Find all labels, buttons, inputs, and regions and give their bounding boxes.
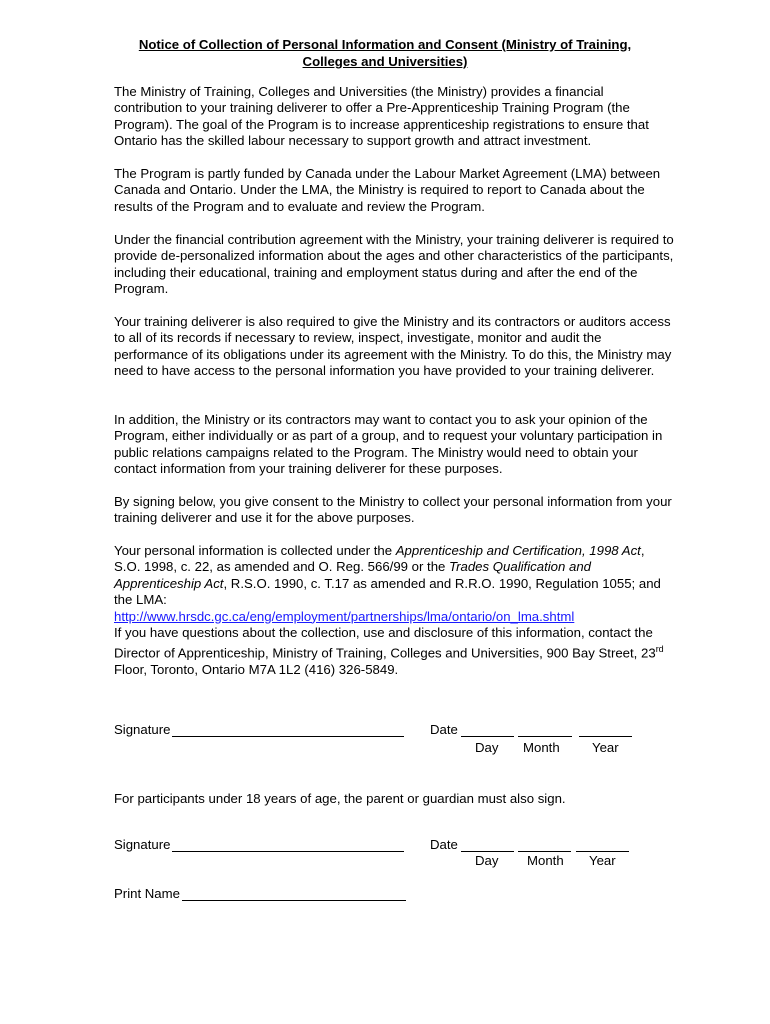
paragraph-consent: By signing below, you give consent to the Ministry to collect your personal information from your training deliverer and use it for the above purposes. [114,494,672,526]
paragraph-contact: In addition, the Ministry or its contractors may want to contact you to ask your opinion of the Program, either individually or as part of a group, and to request your voluntary participation in public relations campaigns related to the Program. The Ministry would need to obtain your contact information from your training deliverer for these purposes. [114,412,663,477]
guardian-note: For participants under 18 years of age, the parent or guardian must also sign. [114,791,566,806]
day-caption-participant: Day [475,740,499,755]
paragraph-legal-authority [114,543,674,679]
act-apprenticeship-certification: Apprenticeship and Certification, 1998 Act [395,543,641,558]
print-name-field[interactable] [182,900,406,901]
legal-intro: Your personal information is collected under the [114,543,396,558]
act-trades-qualification: Trades Qualification and Apprenticeship Act [114,559,592,591]
print-name-label: Print Name [114,886,180,901]
contact-address: Floor, Toronto, Ontario M7A 1L2 (416) 326-5849. [114,662,399,678]
floor-suffix: rd [655,644,664,655]
title-line-2: Colleges and Universities) [302,54,468,69]
month-field-participant[interactable] [518,736,572,737]
paragraph-lma-funding: The Program is partly funded by Canada under the Labour Market Agreement (LMA) between Canada and Ontario. Under the LMA, the Ministry is required to report to Canada about the results of the Program and to evaluate and review the Program. [114,166,661,214]
day-caption-guardian: Day [475,853,499,868]
document-title [110,36,660,70]
signature-field-participant[interactable] [172,736,404,737]
title-line-1: Notice of Collection of Personal Information and Consent (Ministry of Training, [138,37,632,52]
paragraph-agreement: Under the financial contribution agreement with the Ministry, your training deliverer is required to provide de-personalized information about the ages and other characteristics of the participants, including their educational, training and employment status during and after the end of the Program. [114,232,674,297]
signature-label-guardian: Signature [114,837,171,852]
legal-part-3: , R.S.O. 1990, c. T.17 as amended and R.R.O. 1990, Regulation 1055; and the LMA: [114,575,661,608]
month-field-guardian[interactable] [518,851,571,852]
paragraph-records-access: Your training deliverer is also required to give the Ministry and its contractors or auditors access to all of its records if necessary to review, inspect, investigate, monitor and audit the performance of its obligations under its agreement with the Ministry. To do this, the Ministry may need to have access to the personal information you have provided to your training deliverer. [114,314,672,379]
year-field-guardian[interactable] [576,851,629,852]
year-caption-guardian: Year [589,853,616,868]
date-label-participant: Date [430,722,458,737]
month-caption-participant: Month [523,740,560,755]
month-caption-guardian: Month [527,853,564,868]
paragraph-program-intro: The Ministry of Training, Colleges and Universities (the Ministry) provides a financial contribution to your training deliverer to offer a Pre-Apprenticeship Training Program (the Program). The goal of the Program is to increase apprenticeship registrations to ensure that Ontario has the skilled labour necessary to support growth and attract investment. [114,84,649,149]
date-label-guardian: Date [430,837,458,852]
lma-link[interactable]: http://www.hrsdc.gc.ca/eng/employment/partnerships/lma/ontario/on_lma.shtml [114,608,575,624]
day-field-participant[interactable] [461,736,514,737]
signature-label-participant: Signature [114,722,171,737]
contact-text: If you have questions about the collection, use and disclosure of this information, contact the Director of Apprenticeship, Ministry of Training, Colleges and Universities, 900 Bay Street, 23 [114,625,656,661]
year-field-participant[interactable] [579,736,632,737]
legal-part-2: , S.O. 1998, c. 22, as amended and O. Reg. 566/99 or the [114,543,645,575]
signature-field-guardian[interactable] [172,851,404,852]
day-field-guardian[interactable] [461,851,514,852]
year-caption-participant: Year [592,740,619,755]
